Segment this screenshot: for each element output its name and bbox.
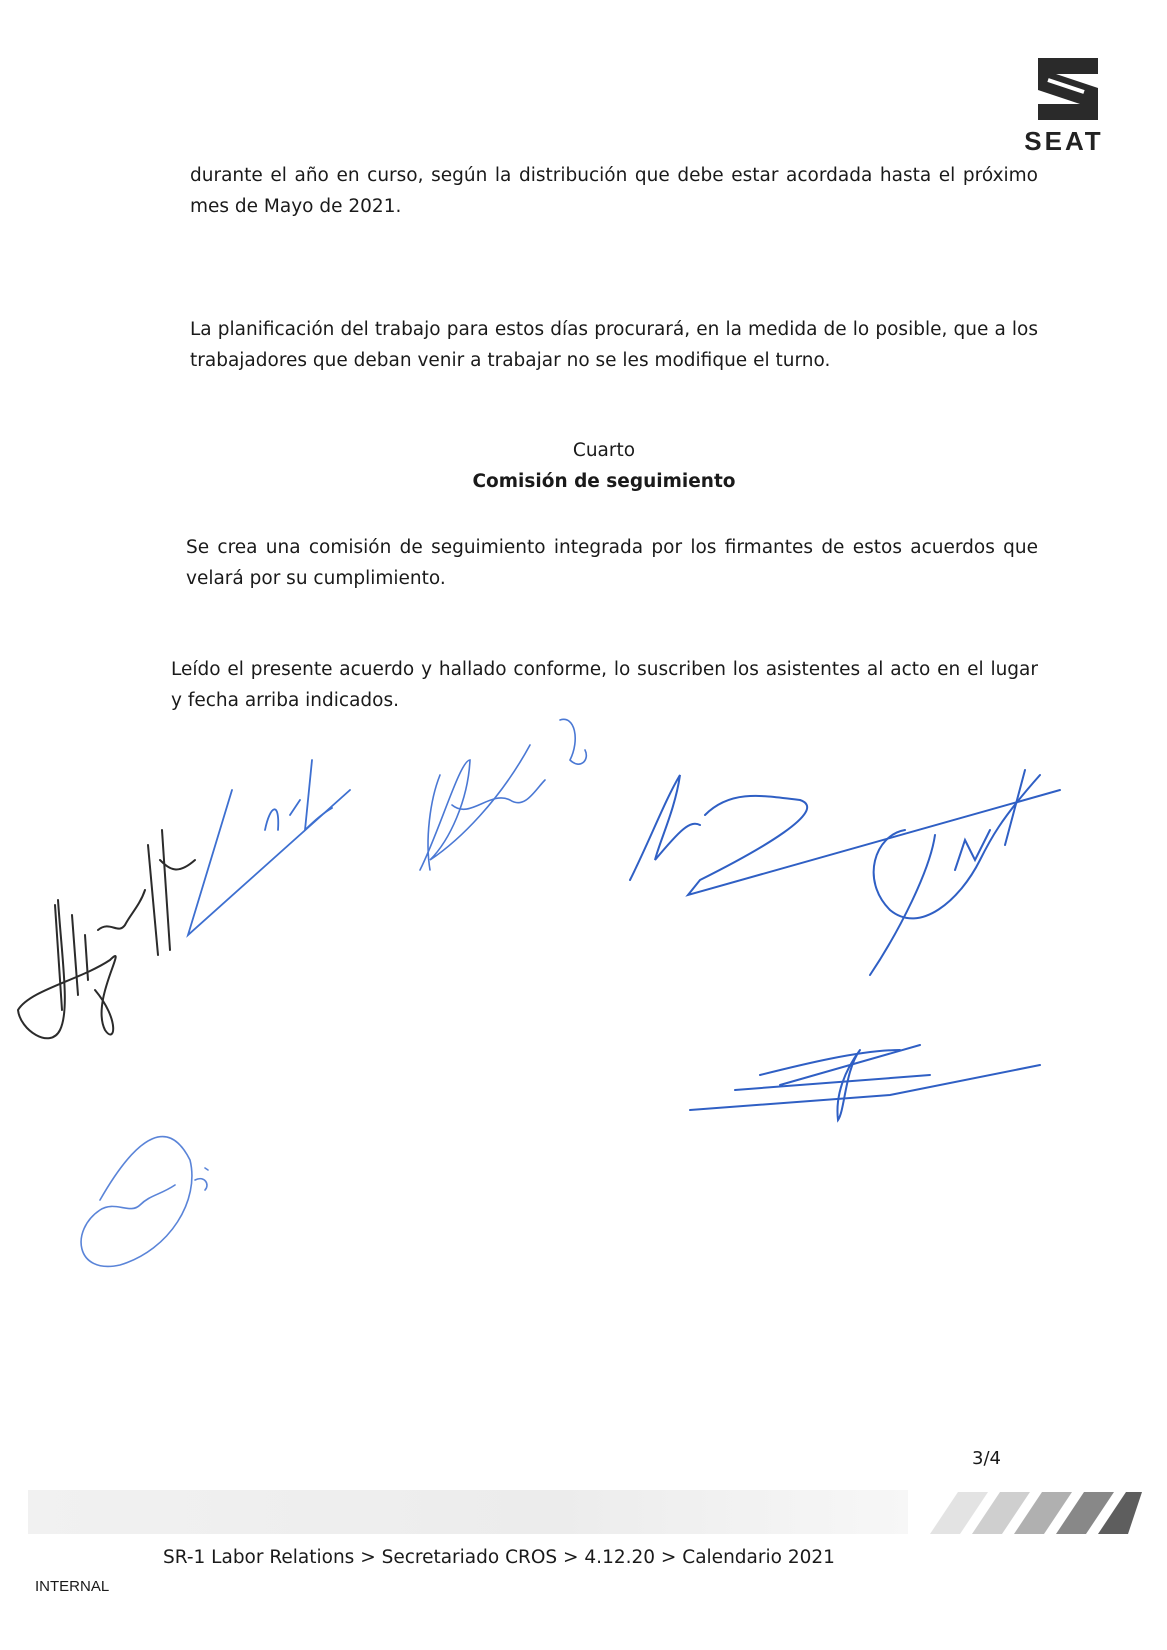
signatures-area xyxy=(0,700,1167,1280)
seat-logo-icon xyxy=(1034,58,1102,120)
signature-blue-2 xyxy=(420,719,586,870)
paragraph-3: Se crea una comisión de seguimiento integrada por los firmantes de estos acuerdos que velará por su cumplimiento. xyxy=(186,537,1038,589)
signature-blue-1 xyxy=(188,760,350,935)
classification-label: INTERNAL xyxy=(35,1578,110,1595)
paragraph-4: Leído el presente acuerdo y hallado conforme, lo suscriben los asistentes al acto en el lugar y fecha arriba indicados. xyxy=(171,659,1038,711)
seat-logo xyxy=(1008,58,1120,154)
section-title: Comisión de seguimiento xyxy=(472,471,736,492)
signature-blue-3 xyxy=(630,770,1060,975)
signature-black xyxy=(18,830,195,1038)
paragraph-1: durante el año en curso, según la distribución que debe estar acordada hasta el próximo mes de Mayo de 2021. xyxy=(190,165,1038,217)
section-number: Cuarto xyxy=(572,440,636,461)
footer-band xyxy=(28,1490,908,1534)
signature-blue-5 xyxy=(81,1137,208,1267)
footer-stripes xyxy=(910,1490,1145,1538)
logo-text: SEAT xyxy=(1024,126,1104,156)
breadcrumb: SR-1 Labor Relations > Secretariado CROS > 4.12.20 > Calendario 2021 xyxy=(163,1547,835,1568)
signature-blue-4 xyxy=(690,1045,1040,1120)
paragraph-2: La planificación del trabajo para estos días procurará, en la medida de lo posible, que a los trabajadores que deban venir a trabajar no se les modifique el turno. xyxy=(190,319,1038,371)
page-number: 3/4 xyxy=(972,1448,1001,1469)
